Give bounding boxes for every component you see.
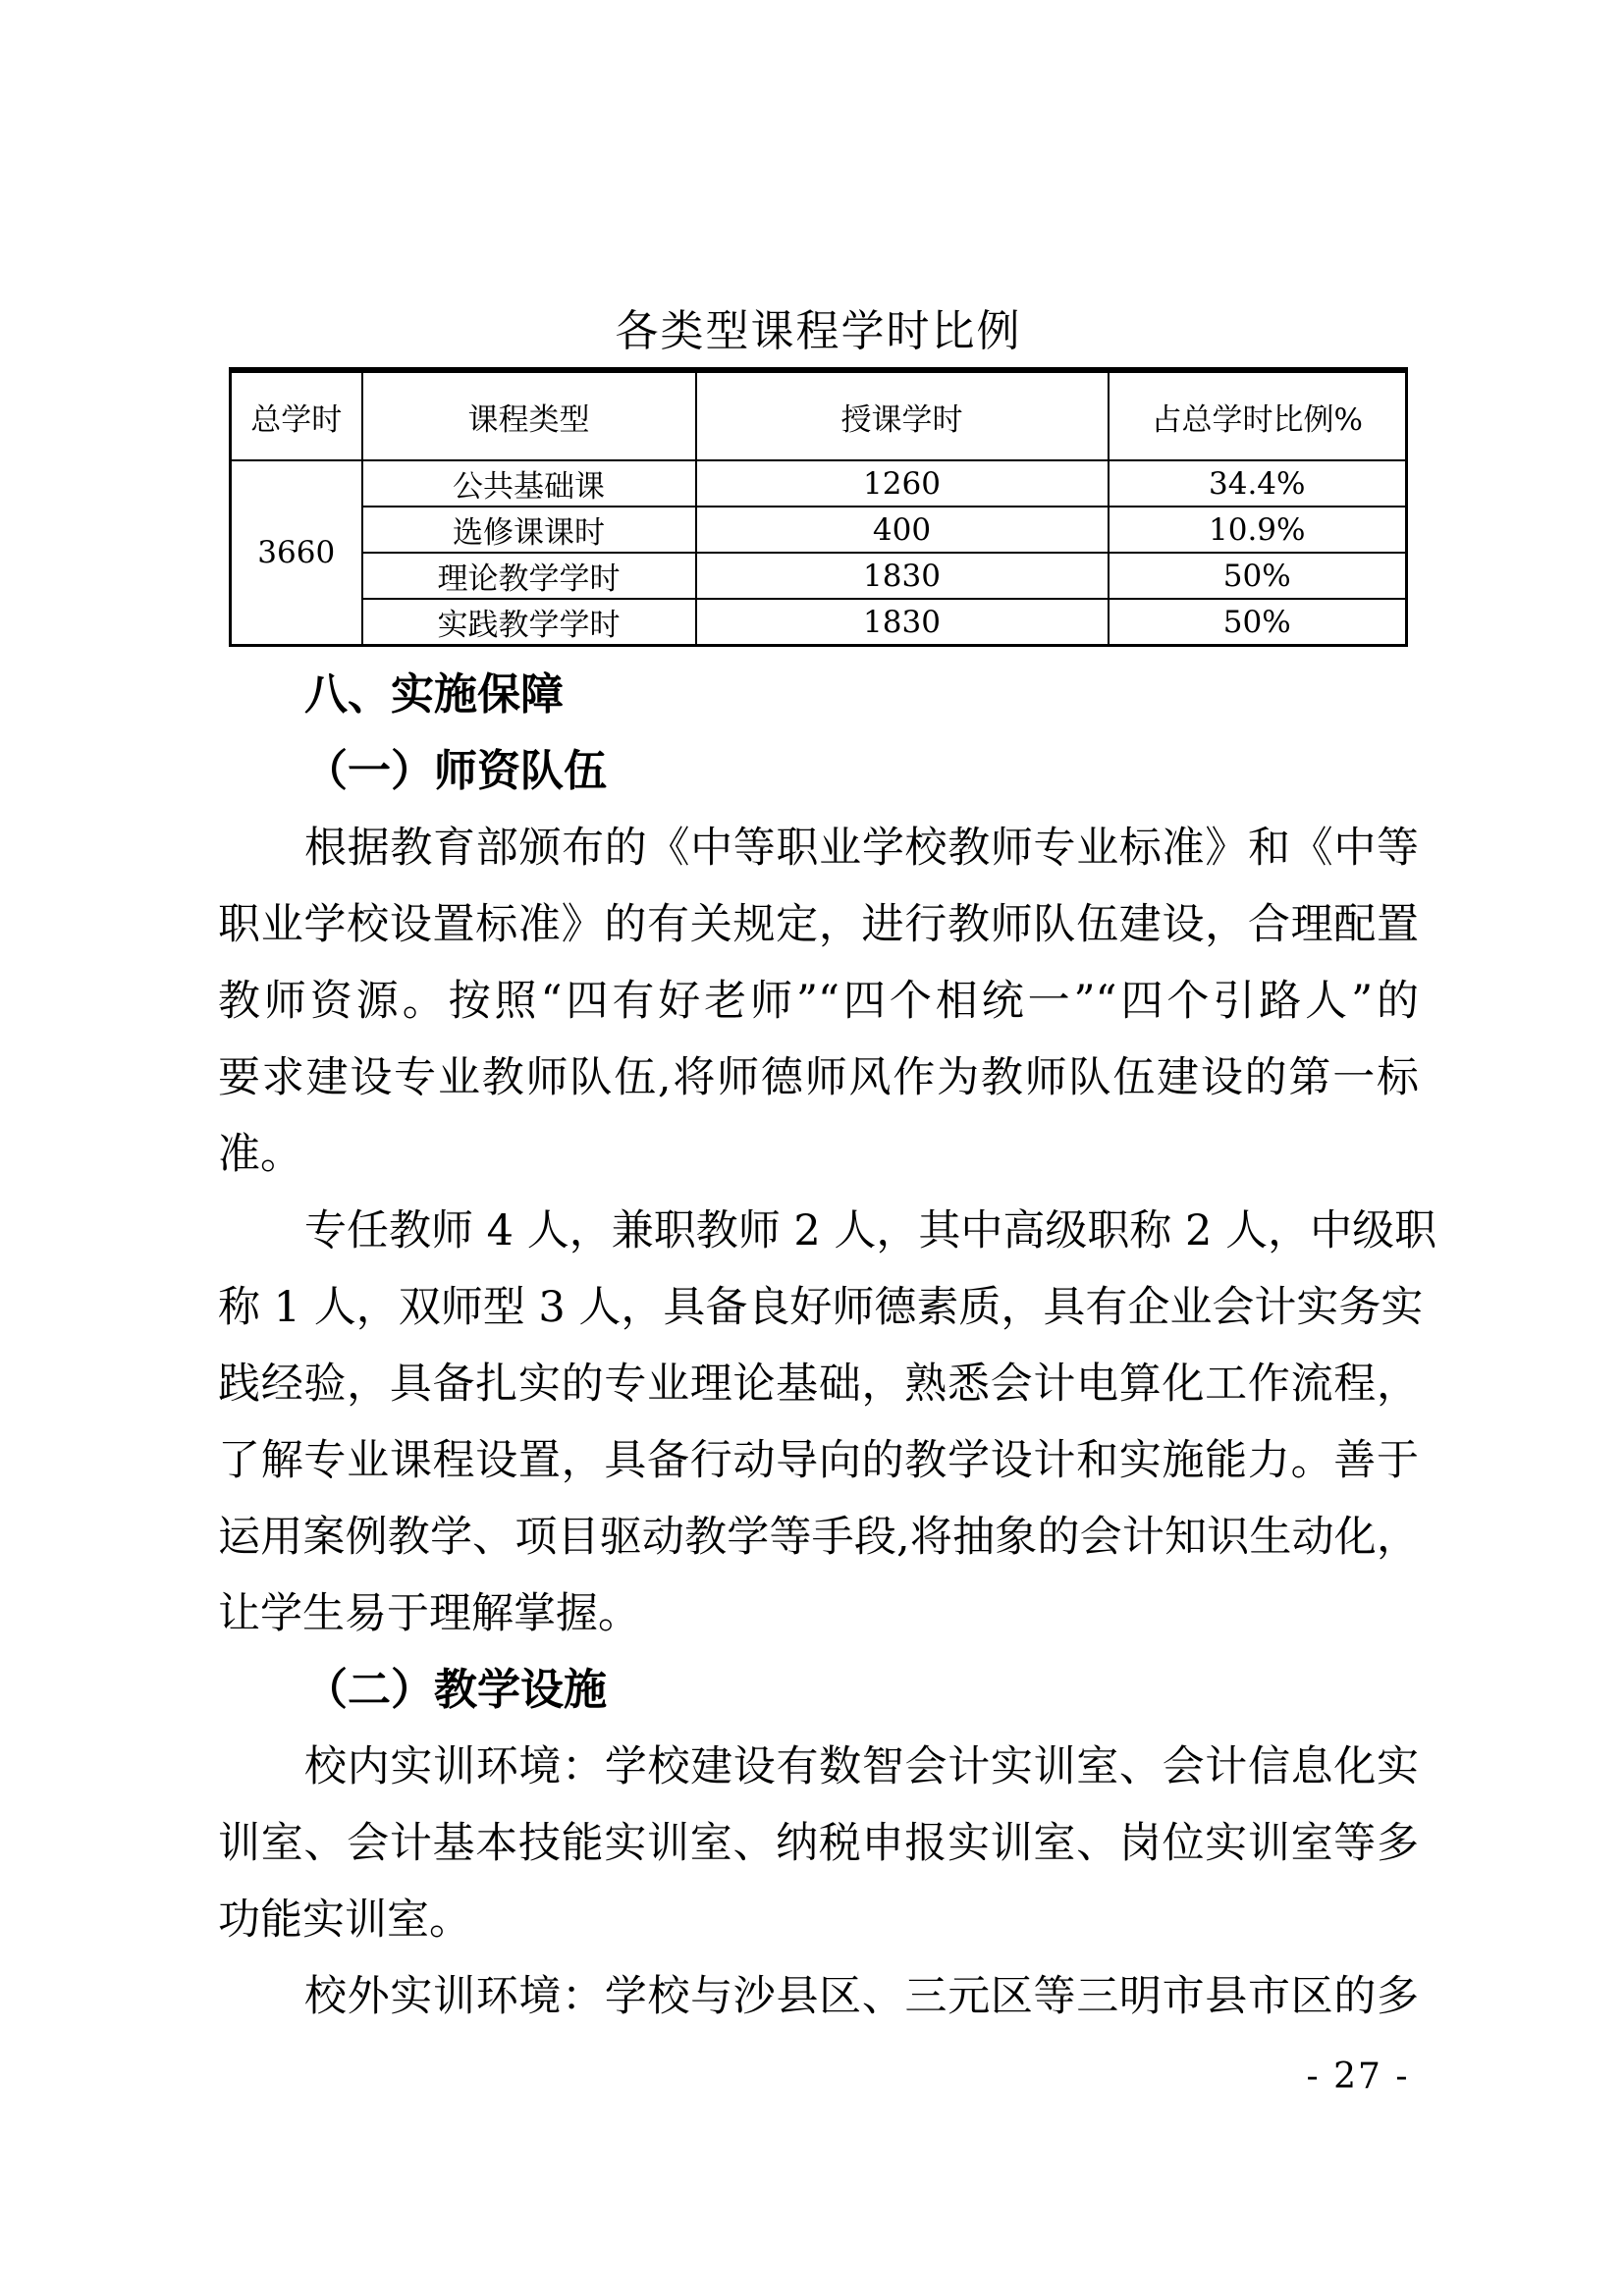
percent-cell: 50%	[1109, 599, 1407, 646]
text-line: 践经验，具备扎实的专业理论基础，熟悉会计电算化工作流程，	[218, 1360, 1419, 1409]
table-title: 各类型课程学时比例	[615, 306, 1022, 356]
taught-hours-cell: 1260	[696, 460, 1109, 507]
text-line: 校内实训环境：学校建设有数智会计实训室、会计信息化实	[304, 1742, 1419, 1791]
course-type-cell: 选修课课时	[362, 507, 696, 553]
text-line: 称 1 人，双师型 3 人，具备良好师德素质，具有企业会计实务实	[218, 1283, 1424, 1332]
text-line: 准。	[218, 1130, 302, 1179]
total-hours-cell: 3660	[231, 460, 362, 646]
text-line: 校外实训环境：学校与沙县区、三元区等三明市县市区的多	[304, 1972, 1419, 2021]
percent-cell: 10.9%	[1109, 507, 1407, 553]
section-heading-8: 八、实施保障	[304, 669, 564, 720]
table-row	[231, 599, 1407, 646]
text-line: 功能实训室。	[218, 1896, 471, 1945]
table-row	[231, 460, 1407, 507]
text-line: 了解专业课程设置，具备行动导向的教学设计和实施能力。善于	[218, 1436, 1419, 1485]
course-type-cell: 理论教学学时	[362, 553, 696, 599]
text-line: 根据教育部颁布的《中等职业学校教师专业标准》和《中等	[304, 824, 1419, 873]
text-line: 专任教师 4 人，兼职教师 2 人，其中高级职称 2 人，中级职	[304, 1206, 1437, 1255]
table-header-row	[231, 370, 1407, 460]
percent-cell: 34.4%	[1109, 460, 1407, 507]
header-cell-total-hours: 总学时	[231, 370, 362, 460]
course-hours-table	[229, 367, 1408, 647]
taught-hours-cell: 1830	[696, 599, 1109, 646]
text-line: 运用案例教学、项目驱动教学等手段,将抽象的会计知识生动化，	[218, 1513, 1419, 1562]
course-type-cell: 实践教学学时	[362, 599, 696, 646]
table-row	[231, 553, 1407, 599]
taught-hours-cell: 1830	[696, 553, 1109, 599]
text-line: 职业学校设置标准》的有关规定，进行教师队伍建设，合理配置	[218, 900, 1419, 949]
percent-cell: 50%	[1109, 553, 1407, 599]
header-cell-taught-hours: 授课学时	[696, 370, 1109, 460]
taught-hours-cell: 400	[696, 507, 1109, 553]
text-line: 让学生易于理解掌握。	[218, 1589, 640, 1638]
header-cell-percent: 占总学时比例%	[1109, 370, 1407, 460]
text-line: 要求建设专业教师队伍,将师德师风作为教师队伍建设的第一标	[218, 1053, 1419, 1102]
table-row	[231, 507, 1407, 553]
text-line: 训室、会计基本技能实训室、纳税申报实训室、岗位实训室等多	[218, 1819, 1419, 1868]
text-line: 教师资源。按照“四有好老师”“四个相统一”“四个引路人”的	[218, 977, 1419, 1026]
course-type-cell: 公共基础课	[362, 460, 696, 507]
page-number: - 27 -	[1306, 2056, 1410, 2097]
header-cell-course-type: 课程类型	[362, 370, 696, 460]
subsection-heading-8-1: （一）师资队伍	[304, 746, 607, 796]
content-column	[218, 306, 1437, 2035]
subsection-heading-8-2: （二）教学设施	[304, 1665, 607, 1715]
body-text	[218, 657, 1437, 2035]
